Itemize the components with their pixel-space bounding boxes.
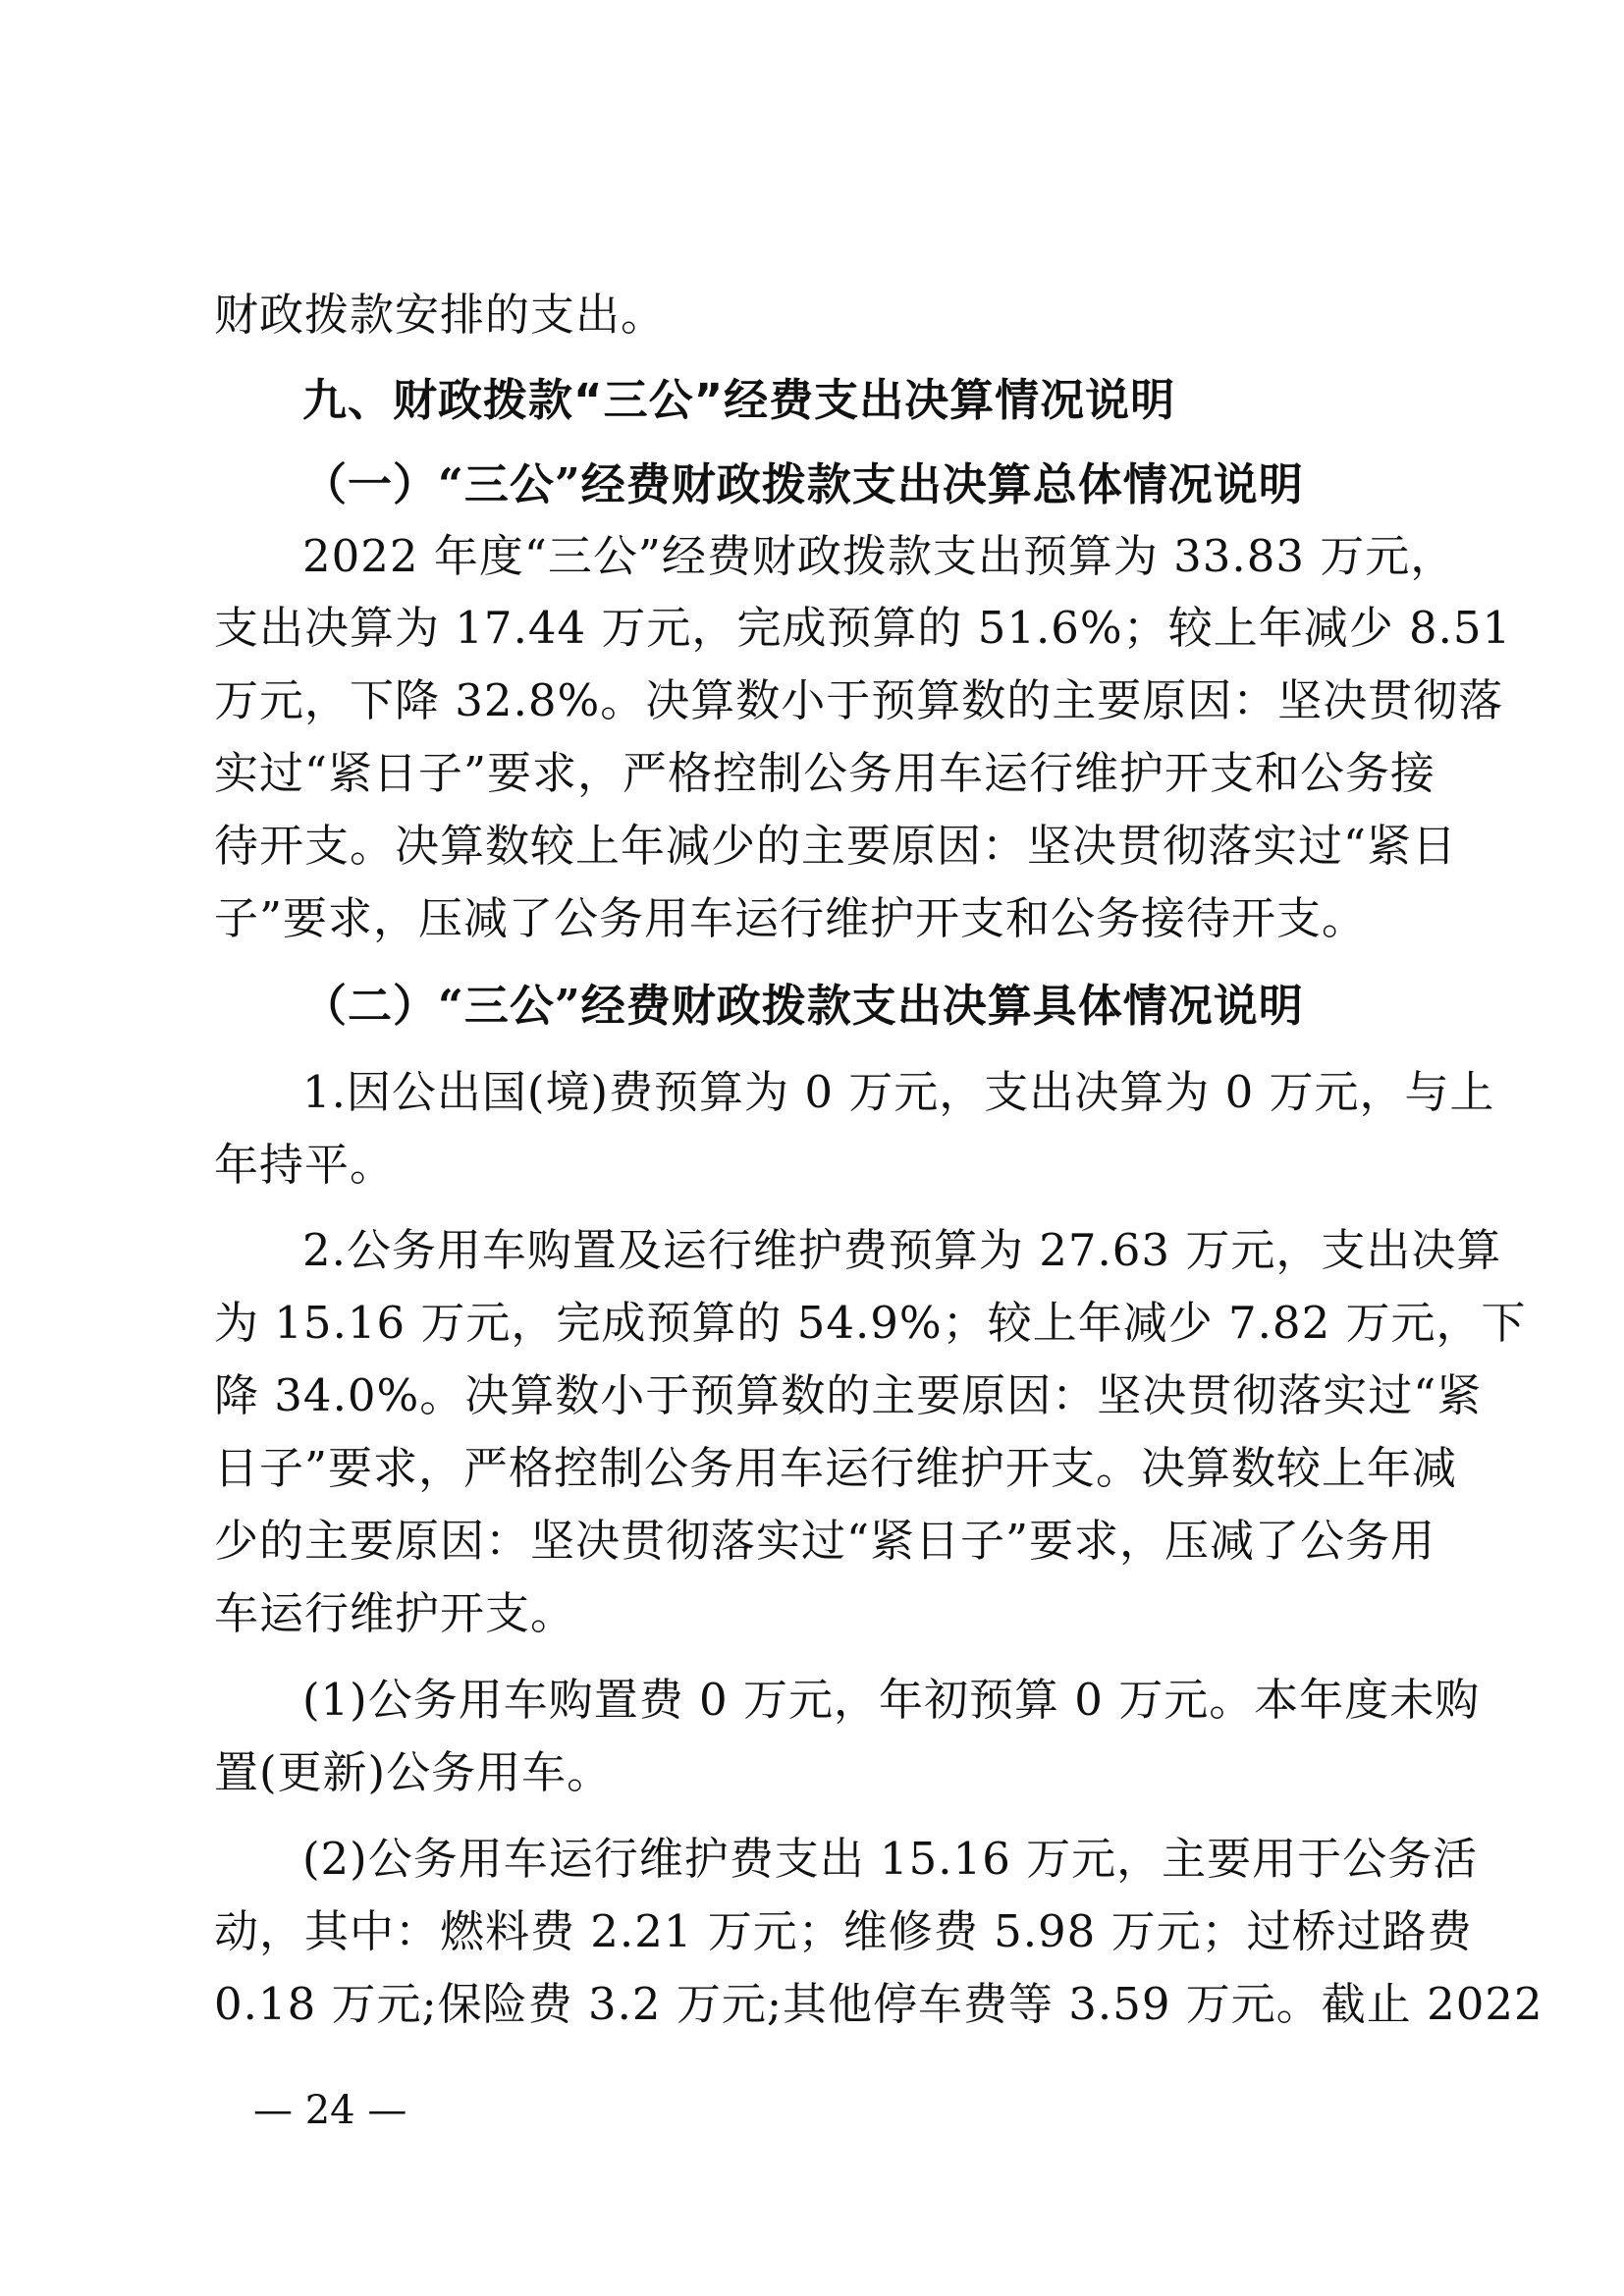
paragraph-line: 待开支。决算数较上年减少的主要原因：坚决贯彻落实过“紧日 [214, 820, 1458, 872]
paragraph-line: 支出决算为 17.44 万元，完成预算的 51.6%；较上年减少 8.51 [214, 602, 1512, 654]
paragraph-line: (2)公务用车运行维护费支出 15.16 万元，主要用于公务活 [302, 1833, 1479, 1885]
subsection-heading: （一）“三公”经费财政拨款支出决算总体情况说明 [302, 458, 1304, 510]
paragraph-line: 车运行维护开支。 [214, 1587, 576, 1639]
paragraph-line: (1)公务用车购置费 0 万元，年初预算 0 万元。本年度未购 [302, 1674, 1481, 1726]
paragraph-line: 置(更新)公务用车。 [214, 1746, 613, 1798]
paragraph-line: 2022 年度“三公”经费财政拨款支出预算为 33.83 万元， [302, 530, 1456, 582]
page-number: — 24 — [253, 2088, 407, 2133]
paragraph-line: 财政拨款安排的支出。 [214, 289, 667, 341]
paragraph-line: 年持平。 [214, 1139, 396, 1191]
paragraph-line: 0.18 万元;保险费 3.2 万元;其他停车费等 3.59 万元。截止 2022 [214, 1978, 1543, 2030]
paragraph-line: 万元，下降 32.8%。决算数小于预算数的主要原因：坚决贯彻落 [214, 674, 1504, 726]
paragraph-line: 降 34.0%。决算数小于预算数的主要原因：坚决贯彻落实过“紧 [214, 1369, 1483, 1421]
paragraph-line: 子”要求，压减了公务用车运行维护开支和公务接待开支。 [214, 892, 1368, 944]
paragraph-line: 实过“紧日子”要求，严格控制公务用车运行维护开支和公务接 [214, 747, 1436, 799]
paragraph-line: 日子”要求，严格控制公务用车运行维护开支。决算数较上年减 [214, 1442, 1458, 1494]
paragraph-line: 为 15.16 万元，完成预算的 54.9%；较上年减少 7.82 万元，下 [214, 1297, 1527, 1349]
paragraph-line: 1.因公出国(境)费预算为 0 万元，支出决算为 0 万元，与上 [302, 1066, 1495, 1118]
paragraph-line: 2.公务用车购置及运行维护费预算为 27.63 万元，支出决算 [302, 1224, 1502, 1276]
subsection-heading: （二）“三公”经费财政拨款支出决算具体情况说明 [302, 980, 1304, 1032]
paragraph-line: 少的主要原因：坚决贯彻落实过“紧日子”要求，压减了公务用 [214, 1515, 1436, 1567]
paragraph-line: 动，其中：燃料费 2.21 万元；维修费 5.98 万元；过桥过路费 [214, 1905, 1473, 1957]
section-heading: 九、财政拨款“三公”经费支出决算情况说明 [302, 374, 1176, 426]
